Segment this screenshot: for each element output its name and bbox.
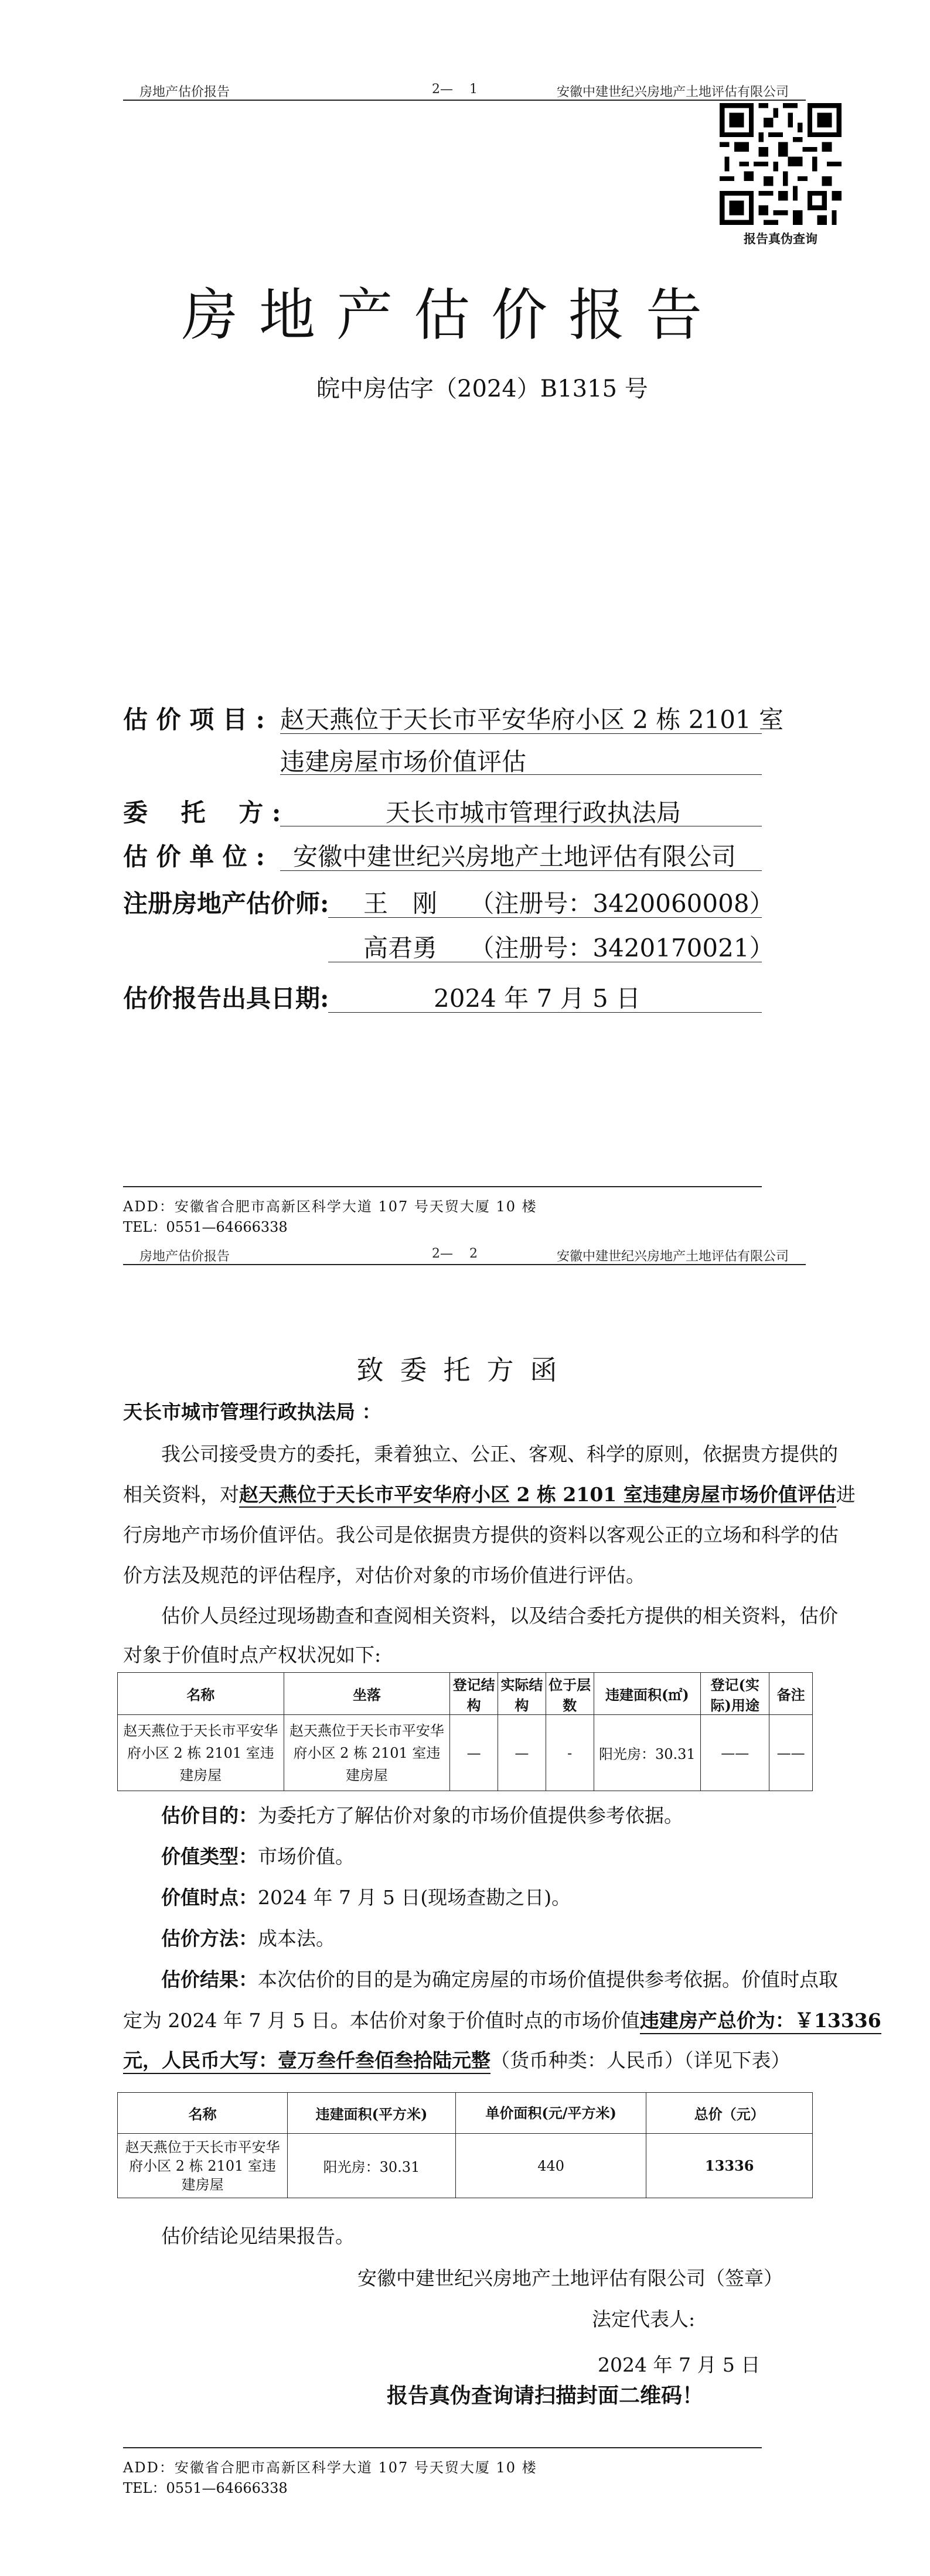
footer-rule-2 [123, 2447, 762, 2448]
value-time-text: 2024 年 7 月 5 日(现场查勘之日)。 [258, 1886, 571, 1909]
project-underline-2 [280, 774, 762, 775]
para2-line2: 对象于价值时点产权状况如下: [123, 1644, 381, 1666]
result-line-1 [161, 1963, 838, 1996]
value-type-label: 价值类型： [161, 1845, 258, 1868]
client-label: 委 托 方 : [123, 798, 281, 827]
td-total: 13336 [646, 2134, 813, 2198]
td-actual-structure: — [498, 1715, 546, 1791]
purpose-label: 估价目的： [161, 1804, 258, 1827]
project-line-1: 赵天燕位于天长市平安华府小区 2 栋 2101 室 [280, 705, 784, 734]
td-area: 阳光房：30.31 [594, 1715, 701, 1791]
para1-line4: 价方法及规范的评估程序，对估价对象的市场价值进行评估。 [123, 1564, 645, 1587]
td-area: 阳光房：30.31 [288, 2134, 456, 2198]
table-row [118, 1715, 813, 1791]
date-value: 2024 年 7 月 5 日 [434, 984, 641, 1013]
th-area: 违建面积(㎡) [594, 1673, 701, 1715]
report-title: 房地产估价报告 [182, 282, 723, 348]
appraiser-1: 王 刚 （注册号：3420060008） [363, 889, 774, 918]
conclusion: 估价结论见结果报告。 [161, 2225, 355, 2247]
header-rule-p2 [123, 1264, 806, 1265]
result-rmb-amount: 壹万叁仟叁佰叁拾陆元整 [278, 2048, 490, 2074]
td-floor: - [546, 1715, 594, 1791]
footer-tel: TEL：0551—64666338 [123, 1219, 288, 1235]
th-actual-structure: 实际结构 [498, 1673, 546, 1715]
td-name: 赵天燕位于天长市平安华府小区 2 栋 2101 室违建房屋 [118, 2134, 288, 2198]
date-label: 估价报告出具日期: [123, 984, 329, 1013]
header-page-number-p2: 2— 2 [432, 1246, 478, 1261]
table-header-row [118, 2093, 813, 2134]
header-left-p2: 房地产估价报告 [139, 1249, 230, 1264]
project-line-2: 违建房屋市场价值评估 [280, 747, 527, 776]
footer-address-p2: ADD：安徽省合肥市高新区科学大道 107 号天贸大厦 10 楼 [123, 2459, 537, 2476]
result-currency-note: （货币种类：人民币）（详见下表） [490, 2049, 791, 2072]
method-text: 成本法。 [258, 1927, 335, 1950]
value-type-text: 市场价值。 [258, 1845, 355, 1868]
appraiser-underline-1 [328, 917, 762, 918]
signature-date: 2024 年 7 月 5 日 [598, 2353, 761, 2376]
th-name: 名称 [118, 2093, 288, 2134]
footer-tel-p2: TEL：0551—64666338 [123, 2480, 288, 2496]
header-left: 房地产估价报告 [139, 85, 230, 100]
table-row [118, 2134, 813, 2198]
unit-value: 安徽中建世纪兴房地产土地评估有限公司 [293, 842, 737, 871]
para1-line2-post: 进 [836, 1483, 856, 1506]
th-area: 违建面积(平方米) [288, 2093, 456, 2134]
unit-underline [280, 870, 762, 871]
th-unit-price: 单价面积(元/平方米) [455, 2093, 646, 2134]
para1-line3: 行房地产市场价值评估。我公司是依据贵方提供的资料以客观公正的立场和科学的估 [123, 1523, 839, 1546]
th-reg-structure: 登记结构 [450, 1673, 498, 1715]
td-name: 赵天燕位于天长市平安华府小区 2 栋 2101 室违建房屋 [118, 1715, 284, 1791]
qr-caption: 报告真伪查询 [744, 231, 817, 246]
purpose-text: 为委托方了解估价对象的市场价值提供参考依据。 [258, 1804, 683, 1827]
th-remark: 备注 [769, 1673, 813, 1715]
property-status-table [117, 1672, 813, 1791]
project-underline-1 [280, 733, 762, 734]
purpose-line [161, 1799, 683, 1832]
para1-line2 [123, 1478, 856, 1511]
table-header-row [118, 1673, 813, 1715]
value-time-label: 价值时点： [161, 1886, 258, 1909]
qr-code-icon [720, 103, 842, 225]
td-location: 赵天燕位于天长市平安华府小区 2 栋 2101 室违建房屋 [284, 1715, 450, 1791]
verify-note: 报告真伪查询请扫描封面二维码！ [387, 2383, 704, 2408]
result-total: 违建房产总价为：￥13336 [640, 2008, 881, 2034]
result-line-3 [123, 2044, 791, 2077]
th-total: 总价（元） [646, 2093, 813, 2134]
result-text-1: 本次估价的目的是为确定房屋的市场价值提供参考依据。价值时点取 [258, 1968, 838, 1991]
para1-line2-pre: 相关资料，对 [123, 1483, 239, 1506]
para1-line1: 我公司接受贵方的委托，秉着独立、公正、客观、科学的原则，依据贵方提供的 [161, 1443, 838, 1465]
th-floor: 位于层数 [546, 1673, 594, 1715]
company-signature: 安徽中建世纪兴房地产土地评估有限公司（签章） [357, 2267, 783, 2290]
date-underline [328, 1012, 762, 1013]
value-type-line [161, 1840, 355, 1873]
client-value: 天长市城市管理行政执法局 [386, 798, 682, 827]
header-company: 安徽中建世纪兴房地产土地评估有限公司 [557, 85, 789, 100]
result-label: 估价结果： [161, 1968, 258, 1991]
th-usage: 登记(实际)用途 [701, 1673, 769, 1715]
td-reg-structure: — [450, 1715, 498, 1791]
result-line-2 [123, 2004, 881, 2037]
footer-rule-1 [123, 1186, 762, 1187]
result-rmb-label: 元，人民币大写： [123, 2048, 278, 2074]
appraiser-2: 高君勇 （注册号：3420170021） [363, 934, 774, 962]
value-time-line [161, 1881, 571, 1914]
th-location: 坐落 [284, 1673, 450, 1715]
td-unit-price: 440 [455, 2134, 646, 2198]
para1-subject: 赵天燕位于天长市平安华府小区 2 栋 2101 室违建房屋市场价值评估 [239, 1483, 836, 1508]
valuation-result-table [117, 2092, 813, 2198]
header-company-p2: 安徽中建世纪兴房地产土地评估有限公司 [557, 1249, 789, 1264]
unit-label: 估 价 单 位 : [123, 842, 265, 871]
td-usage: —— [701, 1715, 769, 1791]
addressee: 天长市城市管理行政执法局 ： [123, 1400, 381, 1423]
project-label: 估 价 项 目 : [123, 705, 265, 734]
header-rule [123, 100, 806, 101]
td-remark: —— [769, 1715, 813, 1791]
legal-representative: 法定代表人: [592, 2308, 696, 2331]
document-number: 皖中房估字（2024）B1315 号 [316, 375, 648, 402]
th-name: 名称 [118, 1673, 284, 1715]
letter-title: 致委托方函 [356, 1354, 574, 1386]
footer-address: ADD：安徽省合肥市高新区科学大道 107 号天贸大厦 10 楼 [123, 1198, 537, 1215]
method-label: 估价方法： [161, 1927, 258, 1950]
header-page-number: 2— 1 [432, 82, 478, 97]
method-line [161, 1922, 335, 1955]
appraiser-label: 注册房地产估价师: [123, 889, 329, 918]
para2-line1: 估价人员经过现场勘查和查阅相关资料，以及结合委托方提供的相关资料，估价 [161, 1604, 838, 1627]
result-text-2: 定为 2024 年 7 月 5 日。本估价对象于价值时点的市场价值 [123, 2009, 640, 2032]
